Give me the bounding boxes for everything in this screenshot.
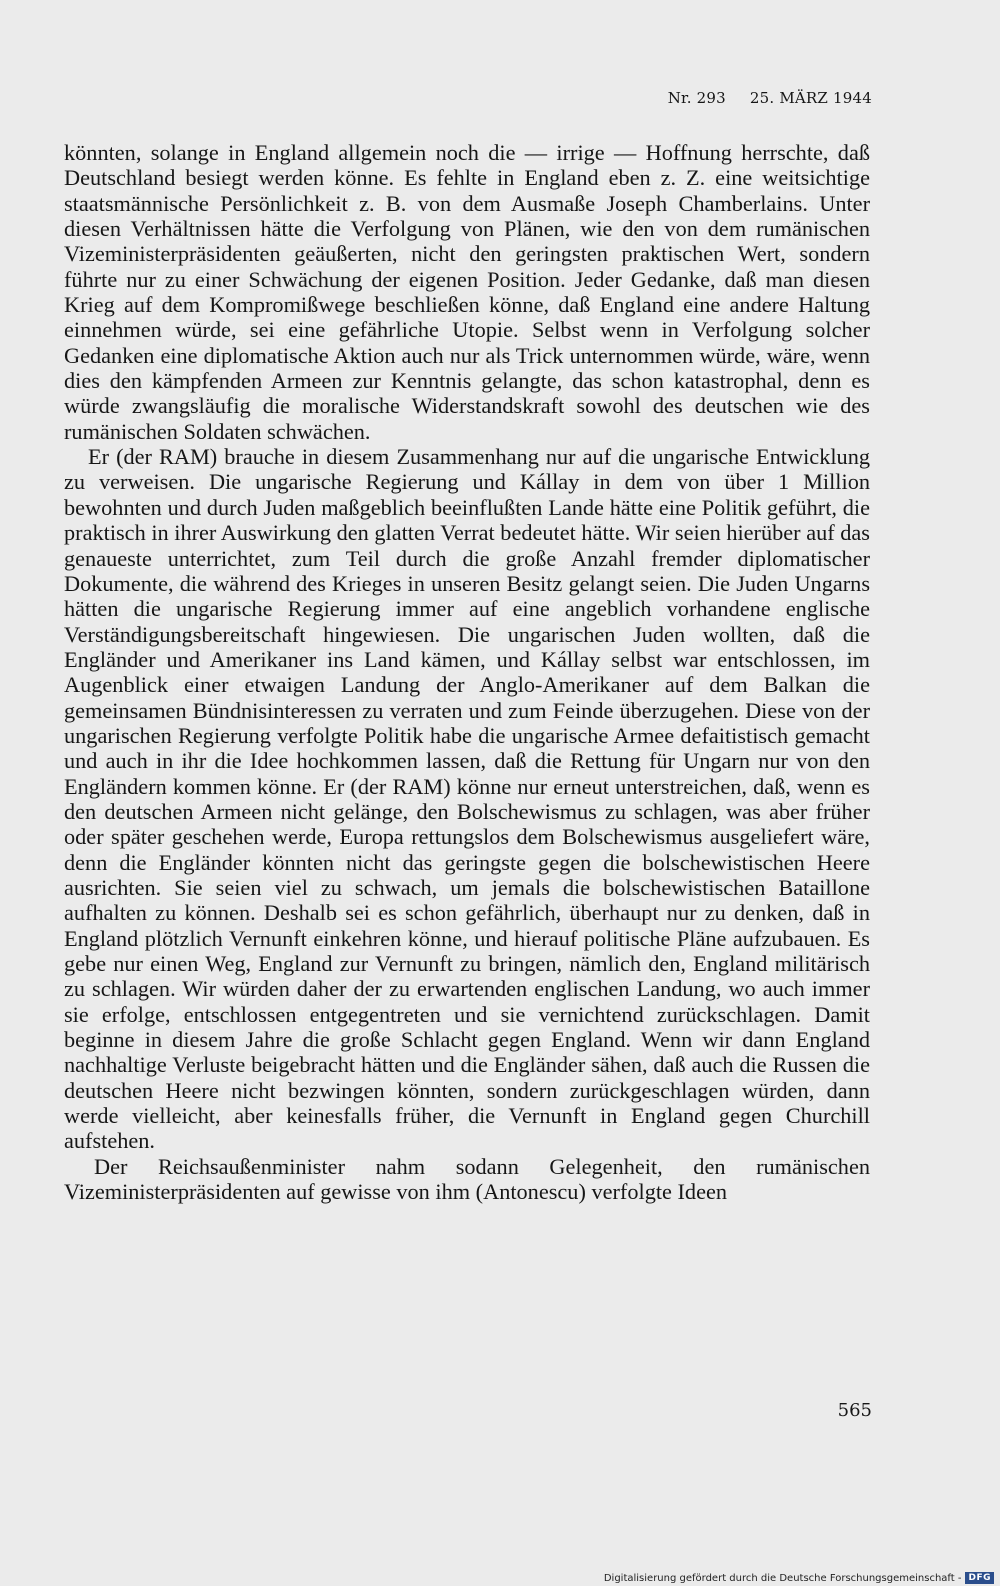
header-date: 25. MÄRZ 1944 <box>749 89 872 107</box>
document-number: Nr. 293 <box>667 89 726 107</box>
paragraph-1: könnten, solange in England allgemein noch die — irrige — Hoffnung herrschte, daß Deutschland besiegt werden könne. Es fehlte in England eben z. Z. eine weitsichtige staatsmännische Persönlichkeit z. B. von dem Ausmaße Joseph Chamberlains. Unter diesen Verhältnissen hätte die Verfolgung von Plänen, wie den von dem rumänischen Vizeministerpräsidenten geäußerten, nicht den geringsten praktischen Wert, sondern führte nur zu einer Schwächung der eigenen Position. Jeder Gedanke, daß man diesen Krieg auf dem Kompromißwege beschließen könne, daß England eine andere Haltung einnehmen würde, sei eine gefährliche Utopie. Selbst wenn in Verfolgung solcher Gedanken eine diplomatische Aktion auch nur als Trick unternommen würde, wäre, wenn dies den kämpfenden Armeen zur Kenntnis gelangte, das schon katastrophal, denn es würde zwangsläufig die moralische Widerstandskraft sowohl des deutschen wie des rumänischen Soldaten schwächen. <box>64 140 870 444</box>
digitization-footer <box>604 1572 994 1584</box>
running-header <box>668 89 872 107</box>
paragraph-3: Der Reichsaußenminister nahm sodann Gelegenheit, den rumänischen Vizeministerpräsidenten auf gewisse von ihm (Antonescu) verfolgte Ideen <box>64 1153 870 1205</box>
page-number: 565 <box>837 1400 872 1421</box>
body-text <box>64 140 870 1204</box>
dfg-logo-icon: DFG <box>965 1572 994 1584</box>
paragraph-2: Er (der RAM) brauche in diesem Zusammenhang nur auf die ungarische Entwicklung zu verweisen. Die ungarische Regierung und Kállay in dem von über 1 Million bewohnten und durch Juden maßgeblich beeinflußten Lande hätte eine Politik geführt, die praktisch in ihrer Auswirkung den glatten Verrat bedeutet hätte. Wir seien hierüber auf das genaueste unterrichtet, zum Teil durch die große Anzahl fremder diplomatischer Dokumente, die während des Krieges in unseren Besitz gelangt seien. Die Juden Ungarns hätten die ungarische Regierung immer auf eine angeblich vorhandene englische Verständigungsbereitschaft hingewiesen. Die ungarischen Juden wollten, daß die Engländer und Amerikaner ins Land kämen, und Kállay selbst war entschlossen, im Augenblick einer etwaigen Landung der Anglo-Amerikaner auf dem Balkan die gemeinsamen Bündnisinteressen zu verraten und zum Feinde überzugehen. Diese von der ungarischen Regierung verfolgte Politik habe die ungarische Armee defaitistisch gemacht und auch in ihr die Idee hochkommen lassen, daß die Rettung für Ungarn nur von den Engländern kommen könne. Er (der RAM) könne nur erneut unterstreichen, daß, wenn es den deutschen Armeen nicht gelänge, den Bolschewismus zu schlagen, was aber früher oder später geschehen werde, Europa rettungslos dem Bolschewismus ausgeliefert wäre, denn die Engländer könnten nicht das geringste gegen die bolschewistischen Heere ausrichten. Sie seien viel zu schwach, um jemals die bolschewistischen Bataillone aufhalten zu können. Deshalb sei es schon gefährlich, überhaupt nur zu denken, daß in England plötzlich Vernunft einkehren könne, und hierauf politische Pläne aufzubauen. Es gebe nur einen Weg, England zur Vernunft zu bringen, nämlich den, England militärisch zu schlagen. Wir würden daher der zu erwartenden englischen Landung, wo auch immer sie erfolge, entschlossen entgegentreten und sie vernichtend zurückschlagen. Damit beginne in diesem Jahre die große Schlacht gegen England. Wenn wir dann England nachhaltige Verluste beigebracht hätten und die Engländer sähen, daß auch die Russen die deutschen Heere nicht bezwingen könnten, sondern zurückgeschlagen würden, dann werde vielleicht, aber keinesfalls früher, die Vernunft in England gegen Churchill aufstehen. <box>64 444 870 1154</box>
footer-text: Digitalisierung gefördert durch die Deutsche Forschungsgemeinschaft - <box>603 1572 962 1584</box>
